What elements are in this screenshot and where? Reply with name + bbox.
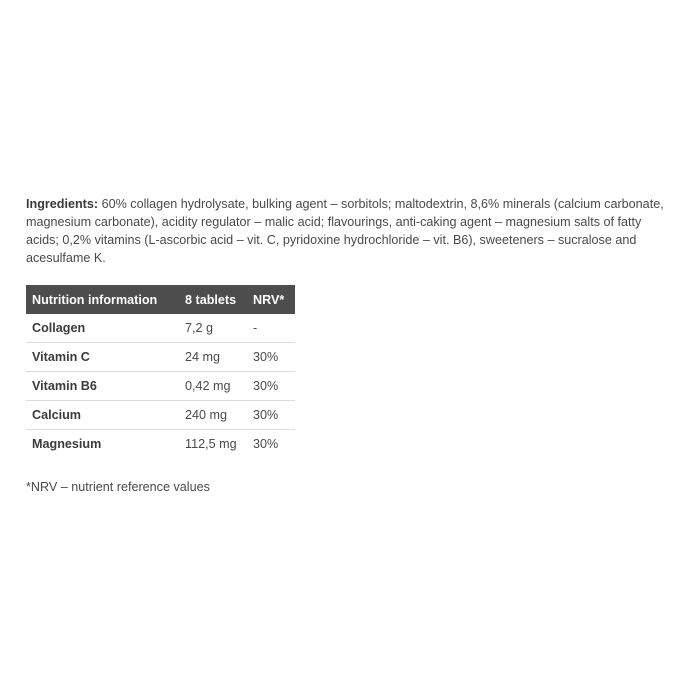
nutrient-nrv: 30% xyxy=(247,343,295,372)
header-nrv: NRV* xyxy=(247,285,295,314)
nutrient-amount: 112,5 mg xyxy=(185,437,237,451)
product-info xyxy=(26,195,666,494)
nutrient-nrv: - xyxy=(247,314,295,343)
table-row xyxy=(26,430,295,459)
nutrient-name: Vitamin B6 xyxy=(26,372,179,401)
table-header-row xyxy=(26,285,295,314)
ingredients-text: 60% collagen hydrolysate, bulking agent – sorbitols; maltodextrin, 8,6% minerals (calcium carbonate, magnesium carbonate), acidity regulator – malic acid; flavourings, anti-caking agent – magnesium salts of fatty acids; 0,2% vitamins (L-ascorbic acid – vit. C, pyridoxine hydrochloride – vit. B6), sweeteners – sucralose and acesulfame K. xyxy=(26,197,664,265)
table-row xyxy=(26,372,295,401)
nutrient-nrv: 30% xyxy=(247,401,295,430)
table-row xyxy=(26,401,295,430)
nutrient-name: Magnesium xyxy=(32,437,102,451)
header-8-tablets: 8 tablets xyxy=(179,285,247,314)
table-row xyxy=(26,314,295,343)
nutrient-amount: 7,2 g xyxy=(179,314,247,343)
nutrient-amount: 24 mg xyxy=(179,343,247,372)
nutrient-amount: 240 mg xyxy=(179,401,247,430)
ingredients-paragraph xyxy=(26,195,666,267)
header-nutrition-information: Nutrition information xyxy=(26,285,179,314)
table-row xyxy=(26,343,295,372)
nutrient-name: Vitamin C xyxy=(26,343,179,372)
nutrient-amount: 0,42 mg xyxy=(179,372,247,401)
nutrient-nrv: 30% xyxy=(253,437,279,451)
nutrient-name: Calcium xyxy=(26,401,179,430)
nutrient-nrv: 30% xyxy=(247,372,295,401)
ingredients-label: Ingredients: xyxy=(26,197,99,211)
nrv-footnote: *NRV – nutrient reference values xyxy=(26,480,210,494)
nutrient-name: Collagen xyxy=(26,314,179,343)
nutrition-table xyxy=(26,285,295,458)
